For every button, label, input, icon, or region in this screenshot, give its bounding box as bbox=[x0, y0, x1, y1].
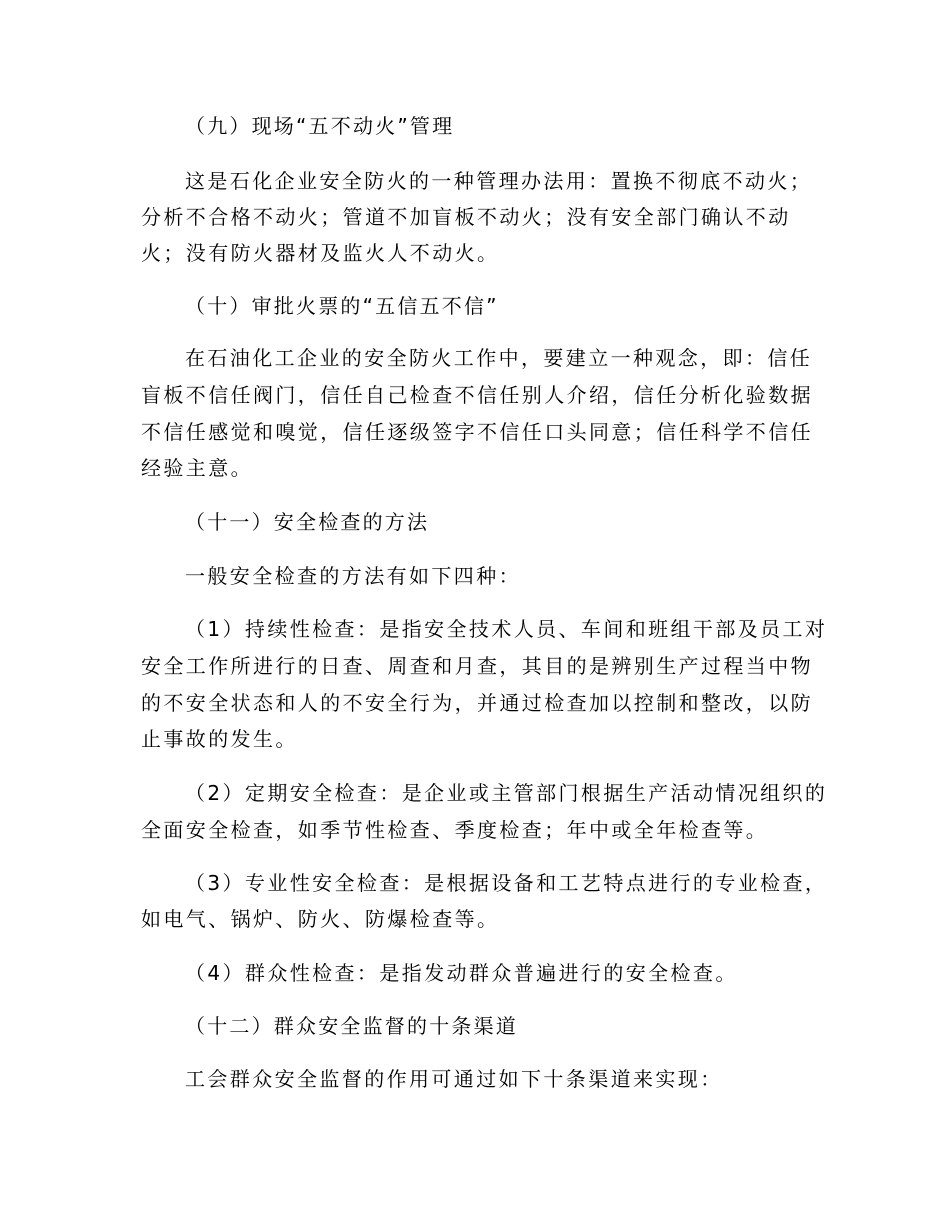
section-heading: （十）审批火票的“五信五不信” bbox=[185, 294, 499, 318]
list-item-line: 的不安全状态和人的不安全行为，并通过检查加以控制和整改，以防 bbox=[141, 691, 813, 715]
paragraph-line: 经验主意。 bbox=[141, 456, 253, 480]
list-item-line: （1）持续性检查：是指安全技术人员、车间和班组干部及员工对 bbox=[185, 617, 828, 641]
paragraph-line: 火；没有防火器材及监火人不动火。 bbox=[141, 241, 500, 265]
paragraph-line: 分析不合格不动火；管道不加盲板不动火；没有安全部门确认不动 bbox=[141, 205, 791, 229]
paragraph-line: 不信任感觉和嗅觉，信任逐级签字不信任口头同意；信任科学不信任 bbox=[141, 420, 813, 444]
paragraph-line: 在石油化工企业的安全防火工作中，要建立一种观念，即：信任 bbox=[185, 346, 813, 370]
list-item-line: 止事故的发生。 bbox=[141, 727, 298, 751]
section-heading: （十一）安全检查的方法 bbox=[185, 510, 430, 534]
section-heading: （十二）群众安全监督的十条渠道 bbox=[185, 1014, 518, 1038]
list-item-line: （3）专业性安全检查：是根据设备和工艺特点进行的专业检查， bbox=[185, 871, 828, 895]
paragraph-line: 一般安全检查的方法有如下四种： bbox=[185, 564, 521, 588]
list-item-line: 安全工作所进行的日查、周查和月查，其目的是辨别生产过程当中物 bbox=[141, 654, 813, 678]
list-item-line: 如电气、锅炉、防火、防爆检查等。 bbox=[141, 907, 500, 931]
list-item-line: （2）定期安全检查：是企业或主管部门根据生产活动情况组织的 bbox=[185, 781, 828, 805]
paragraph-line: 盲板不信任阀门，信任自己检查不信任别人介绍，信任分析化验数据 bbox=[141, 383, 813, 407]
list-item-line: （4）群众性检查：是指发动群众普遍进行的安全检查。 bbox=[185, 961, 738, 985]
paragraph-line: 这是石化企业安全防火的一种管理办法用：置换不彻底不动火； bbox=[185, 169, 813, 193]
section-heading: （九）现场“五不动火”管理 bbox=[185, 114, 455, 138]
paragraph-line: 工会群众安全监督的作用可通过如下十条渠道来实现： bbox=[185, 1067, 723, 1091]
list-item-line: 全面安全检查，如季节性检查、季度检查；年中或全年检查等。 bbox=[141, 818, 769, 842]
